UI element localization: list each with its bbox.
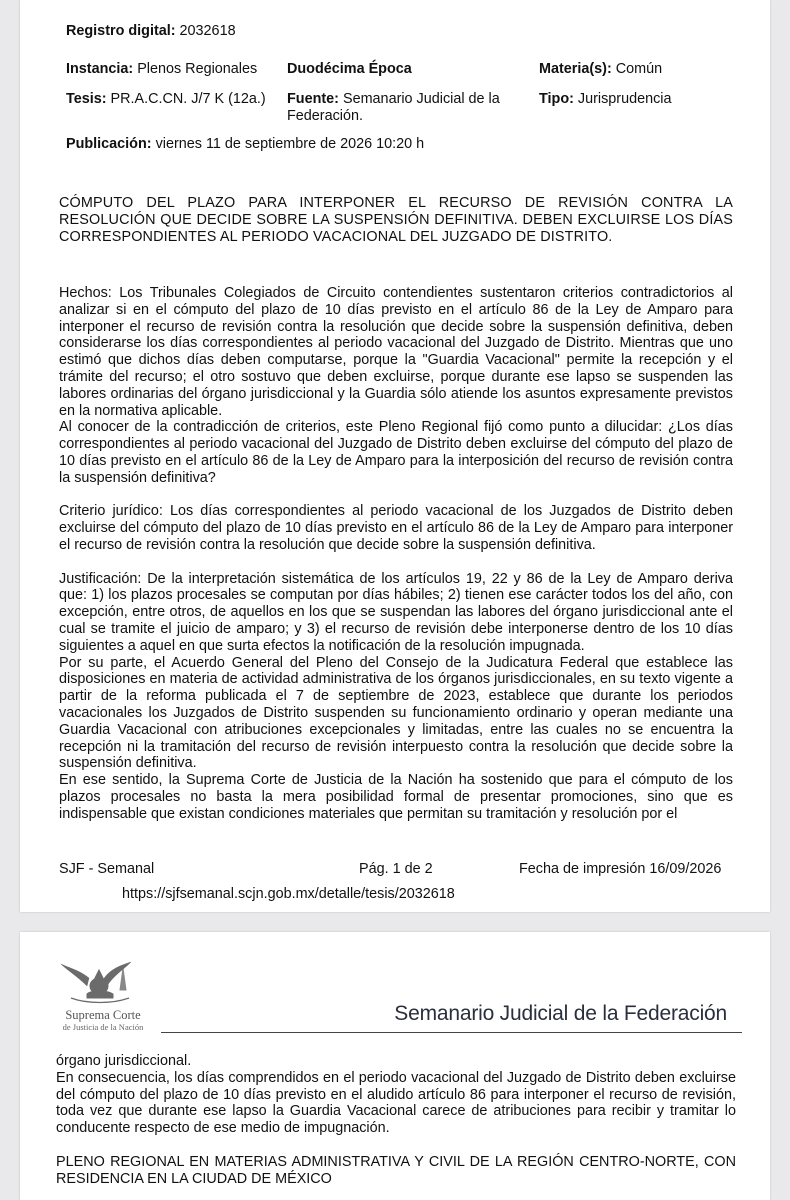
tesis-title: CÓMPUTO DEL PLAZO PARA INTERPONER EL RECURSO DE REVISIÓN CONTRA LA RESOLUCIÓN QUE DECIDE SOBRE LA SUSPENSIÓN DEFINITIVA. DEBEN EXCLUIRSE LOS DÍAS CORRESPONDIENTES AL PERIODO VACACIONAL DEL JUZGADO DE DISTRITO. — [59, 195, 733, 245]
publicacion — [66, 136, 424, 153]
hechos-paragraph: Hechos: Los Tribunales Colegiados de Circuito contendientes sustentaron criterios contradictorios al analizar si en el cómputo del plazo de 10 días previsto en el artículo 86 de la Ley de Amparo para interponer el recurso de revisión contra la resolución que decide sobre la suspensión definitiva, deben considerarse los días correspondientes al periodo vacacional del Juzgado de Distrito. Mientras que uno estimó que dichos días deben computarse, porque la "Guardia Vacacional" permite la recepción y el trámite del recurso; el otro sostuvo que deben excluirse, porque durante ese lapso se suspenden las labores ordinarias del órgano jurisdiccional y la Guardia sólo atiende los asuntos expresamente previstos en la normativa aplicable. — [59, 285, 733, 419]
epoca — [287, 61, 412, 78]
tesis-label: Tesis: — [66, 91, 107, 107]
document-page-1 — [20, 0, 770, 912]
pleno-regional: PLENO REGIONAL EN MATERIAS ADMINISTRATIVA Y CIVIL DE LA REGIÓN CENTRO-NORTE, CON RESIDENCIA EN LA CIUDAD DE MÉXICO — [56, 1153, 736, 1187]
materia — [539, 61, 662, 78]
registro-digital — [66, 23, 236, 40]
materia-label: Materia(s): — [539, 61, 612, 77]
tesis-value: PR.A.C.CN. J/7 K (12a.) — [110, 91, 266, 107]
logo-line1: Suprema Corte — [65, 1008, 141, 1022]
tipo-value: Jurisprudencia — [577, 91, 672, 107]
tesis — [66, 91, 266, 108]
epoca-value: Duodécima Época — [287, 61, 412, 77]
justificacion-paragraph: Justificación: De la interpretación sistemática de los artículos 19, 22 y 86 de la Ley de Amparo deriva que: 1) los plazos procesales se computan por días hábiles; 2) tienen ese carácter todos los del año, con excepción, entre otros, de aquellos en los que se suspendan las labores del órgano jurisdiccional ante el cual se tramite el juicio de amparo; y 3) el recurso de revisión debe interponerse dentro de los 10 días siguientes a aquel en que surta efectos la notificación de la resolución impugnada. — [59, 570, 733, 654]
logo-line2: de Justicia de la Nación — [62, 1022, 144, 1032]
fuente-label: Fuente: — [287, 91, 339, 107]
instancia-value: Plenos Regionales — [137, 61, 258, 77]
tesis-body — [59, 285, 733, 823]
instancia-label: Instancia: — [66, 61, 134, 77]
acuerdo-paragraph: Por su parte, el Acuerdo General del Pleno del Consejo de la Judicatura Federal que establece las disposiciones en materia de actividad administrativa de los órganos jurisdiccionales, en su texto vigente a partir de la reforma publicada el 7 de septiembre de 2023, establece que durante los periodos vacacionales los Juzgados de Distrito suspenden su funcionamiento ordinario y operan mediante una Guardia Vacacional con atribuciones excepcionales y limitadas, entre las cuales no se encuentra la recepción ni la tramitación del recurso de revisión interpuesto contra la resolución que decide sobre la suspensión definitiva. — [59, 654, 733, 772]
tipo — [539, 91, 672, 108]
publicacion-value: viernes 11 de septiembre de 2026 10:20 h — [155, 136, 425, 152]
instancia — [66, 61, 257, 78]
criterio-paragraph: Criterio jurídico: Los días correspondientes al periodo vacacional de los Juzgados de Distrito deben excluirse del cómputo del plazo de 10 días previsto en el artículo 86 de la Ley de Amparo para interponer el recurso de revisión contra la resolución que decide sobre la suspensión definitiva. — [59, 503, 733, 553]
tesis-url-link[interactable]: https://sjfsemanal.scjn.gob.mx/detalle/tesis/2032618 — [122, 886, 455, 902]
publication-header-title: Semanario Judicial de la Federación — [394, 1002, 727, 1025]
document-page-2 — [20, 932, 770, 1200]
registro-label: Registro digital: — [66, 23, 176, 39]
materia-value: Común — [615, 61, 663, 77]
page2-body — [56, 1053, 736, 1187]
consecuencia-paragraph: En consecuencia, los días comprendidos en el periodo vacacional del Juzgado de Distrito deben excluirse del cómputo del plazo de 10 días previsto en el aludido artículo 86 para interponer el recurso de revisión, toda vez que durante ese lapso la Guardia Vacacional carece de atribuciones para recibir y tramitar lo conducente respecto de ese medio de impugnación. — [56, 1069, 736, 1137]
tipo-label: Tipo: — [539, 91, 574, 107]
page-number: Pág. 1 de 2 — [359, 861, 433, 877]
registro-value: 2032618 — [179, 23, 236, 39]
continuation-text: órgano jurisdiccional. — [56, 1053, 192, 1069]
fuente-value-line1: Semanario Judicial de la — [342, 91, 500, 107]
publicacion-label: Publicación: — [66, 136, 152, 152]
header-divider — [161, 1032, 742, 1033]
fuente-value-line2: Federación. — [287, 108, 363, 124]
print-date: Fecha de impresión 16/09/2026 — [519, 861, 722, 877]
fuente — [287, 91, 527, 125]
contradiccion-paragraph: Al conocer de la contradicción de criterios, este Pleno Regional fijó como punto a dilucidar: ¿Los días correspondientes al periodo vacacional del Juzgado de Distrito deben excluirse del cómputo del plazo de 10 días previsto en el artículo 86 de la Ley de Amparo para la interposición del recurso de revisión contra la suspensión definitiva? — [59, 419, 733, 486]
footer-source: SJF - Semanal — [59, 861, 155, 877]
suprema-corte-paragraph: En ese sentido, la Suprema Corte de Justicia de la Nación ha sostenido que para el cómputo de los plazos procesales no basta la mera posibilidad formal de presentar promociones, sino que es indispensable que existan condiciones materiales que permitan su tramitación y resolución por el — [59, 772, 733, 822]
